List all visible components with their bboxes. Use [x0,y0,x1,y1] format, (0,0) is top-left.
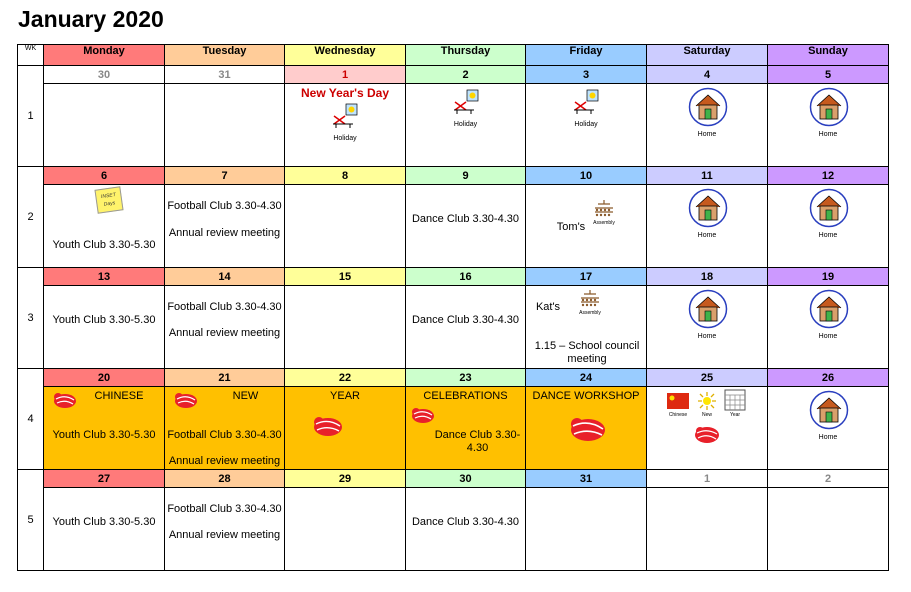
event-text: CELEBRATIONS [423,390,508,402]
date-cell: 1 [285,66,406,84]
date-cell: 25 [647,369,768,387]
date-cell: 12 [768,167,889,185]
day-cell[interactable] [768,488,889,571]
day-cell[interactable] [768,84,889,167]
event-text: Dance Club 3.30-4.30 [411,516,519,528]
date-cell: 10 [526,167,647,185]
day-cell[interactable] [285,84,406,167]
day-cell[interactable] [44,185,165,268]
day-cell[interactable] [406,185,526,268]
assembly-icon [592,199,616,219]
event-text: Football Club 3.30-4.30 [167,200,282,212]
home-label: Home [697,333,717,340]
date-cell: 31 [526,470,647,488]
date-cell: 20 [44,369,165,387]
day-cell[interactable] [165,185,285,268]
date-cell: 14 [165,268,285,286]
event-text: Youth Club 3.30-5.30 [52,516,156,528]
tiger-icon [693,423,721,445]
day-cell[interactable] [526,185,647,268]
events-row [18,84,889,167]
header-monday: Monday [44,45,165,66]
home-icon [688,87,728,127]
day-cell[interactable] [406,387,526,470]
day-cell[interactable] [647,84,768,167]
year-label: Year [729,412,741,418]
event-text: Dance Club 3.30-4.30 [411,314,519,326]
event-text: Football Club 3.30-4.30 [167,301,282,313]
day-cell[interactable] [768,387,889,470]
tiger-icon [311,413,345,439]
date-cell: 26 [768,369,889,387]
event-text: Kat's [535,301,561,313]
assembly-icon [578,289,602,309]
day-cell[interactable] [526,286,647,369]
date-row [18,470,889,488]
event-text: Annual review meeting [168,227,281,239]
new-years-day-label: New Year's Day [300,86,390,100]
event-text: Youth Club 3.30-5.30 [52,314,156,326]
day-cell[interactable] [285,488,406,571]
day-cell[interactable] [44,387,165,470]
week-number: 5 [18,470,44,571]
home-icon [688,188,728,228]
home-icon [809,87,849,127]
home-label: Home [818,232,838,239]
date-cell: 1 [647,470,768,488]
holiday-icon [572,88,600,116]
day-cell[interactable] [647,387,768,470]
date-cell: 28 [165,470,285,488]
date-cell: 27 [44,470,165,488]
date-cell: 4 [647,66,768,84]
event-text: Dance Club 3.30-4.30 [434,429,521,454]
tiger-icon [410,405,436,425]
day-cell[interactable] [44,286,165,369]
chinese-label: Chinese [668,412,688,418]
holiday-label: Holiday [333,135,357,142]
inset-day-note-icon [94,186,123,213]
day-cell[interactable] [44,84,165,167]
date-cell: 22 [285,369,406,387]
week-number: 3 [18,268,44,369]
day-cell[interactable] [526,387,647,470]
date-cell: 30 [406,470,526,488]
calendar-title: January 2020 [18,6,164,32]
day-cell[interactable] [647,286,768,369]
chinese-flag-icon [667,393,689,409]
home-icon [688,289,728,329]
home-icon [809,188,849,228]
header-saturday: Saturday [647,45,768,66]
event-text: Annual review meeting [168,327,281,339]
week-number: 2 [18,167,44,268]
day-cell[interactable] [285,286,406,369]
header-friday: Friday [526,45,647,66]
day-cell[interactable] [285,387,406,470]
date-cell: 18 [647,268,768,286]
home-label: Home [818,131,838,138]
weekday-header-row [18,45,889,66]
holiday-label: Holiday [453,121,478,128]
date-cell: 3 [526,66,647,84]
header-sunday: Sunday [768,45,889,66]
event-text: Youth Club 3.30-5.30 [52,239,156,251]
date-cell: 23 [406,369,526,387]
date-cell: 5 [768,66,889,84]
date-row [18,66,889,84]
date-cell: 2 [768,470,889,488]
event-text: CHINESE [94,390,144,402]
day-cell[interactable] [647,185,768,268]
date-cell: 11 [647,167,768,185]
home-icon [809,390,849,430]
events-row [18,286,889,369]
header-wednesday: Wednesday [285,45,406,66]
holiday-icon [452,88,480,116]
inset-note-label: INSET Days [100,192,117,208]
assembly-label: Assembly [579,310,601,316]
calendar-grid [17,44,889,571]
tiger-icon [568,413,608,445]
event-text: Tom's [556,221,586,233]
events-row [18,488,889,571]
date-cell: 31 [165,66,285,84]
day-cell[interactable] [406,84,526,167]
home-label: Home [697,131,717,138]
home-label: Home [697,232,717,239]
day-cell[interactable] [165,488,285,571]
event-text: 1.15 – School council meeting [534,340,640,365]
event-text: DANCE WORKSHOP [532,390,640,402]
date-cell: 17 [526,268,647,286]
home-icon [809,289,849,329]
date-cell: 16 [406,268,526,286]
day-cell[interactable] [768,286,889,369]
header-tuesday: Tuesday [165,45,285,66]
date-cell: 9 [406,167,526,185]
event-text: NEW [232,390,259,402]
date-row [18,167,889,185]
date-cell: 30 [44,66,165,84]
holiday-label: Holiday [574,121,598,128]
event-text: Dance Club 3.30-4.30 [411,213,519,225]
event-text: Football Club 3.30-4.30 [167,429,282,441]
date-cell: 21 [165,369,285,387]
date-cell: 13 [44,268,165,286]
day-cell[interactable] [768,185,889,268]
date-cell: 24 [526,369,647,387]
day-cell[interactable] [406,488,526,571]
date-cell: 19 [768,268,889,286]
date-cell: 29 [285,470,406,488]
date-cell: 2 [406,66,526,84]
home-label: Home [818,434,838,441]
home-label: Home [818,333,838,340]
week-number: 1 [18,66,44,167]
new-sparkle-icon [697,391,717,411]
week-column-header: WK [18,45,44,66]
event-text: Annual review meeting [168,455,281,467]
event-text: YEAR [330,390,360,402]
day-cell[interactable] [647,488,768,571]
events-row [18,185,889,268]
event-text: Youth Club 3.30-5.30 [52,429,156,441]
day-cell[interactable] [44,488,165,571]
day-cell[interactable] [285,185,406,268]
year-calendar-icon [724,389,746,411]
day-cell[interactable] [165,84,285,167]
day-cell[interactable] [165,286,285,369]
day-cell[interactable] [165,387,285,470]
date-cell: 15 [285,268,406,286]
date-row [18,369,889,387]
tiger-icon [173,390,199,410]
date-cell: 7 [165,167,285,185]
holiday-icon [331,102,359,130]
assembly-label: Assembly [593,220,615,226]
day-cell[interactable] [526,488,647,571]
event-text: Football Club 3.30-4.30 [167,503,282,515]
day-cell[interactable] [406,286,526,369]
events-row [18,387,889,470]
date-row [18,268,889,286]
date-cell: 8 [285,167,406,185]
header-thursday: Thursday [406,45,526,66]
event-text: Annual review meeting [168,529,281,541]
new-label: New [701,412,712,418]
week-number: 4 [18,369,44,470]
day-cell[interactable] [526,84,647,167]
date-cell: 6 [44,167,165,185]
